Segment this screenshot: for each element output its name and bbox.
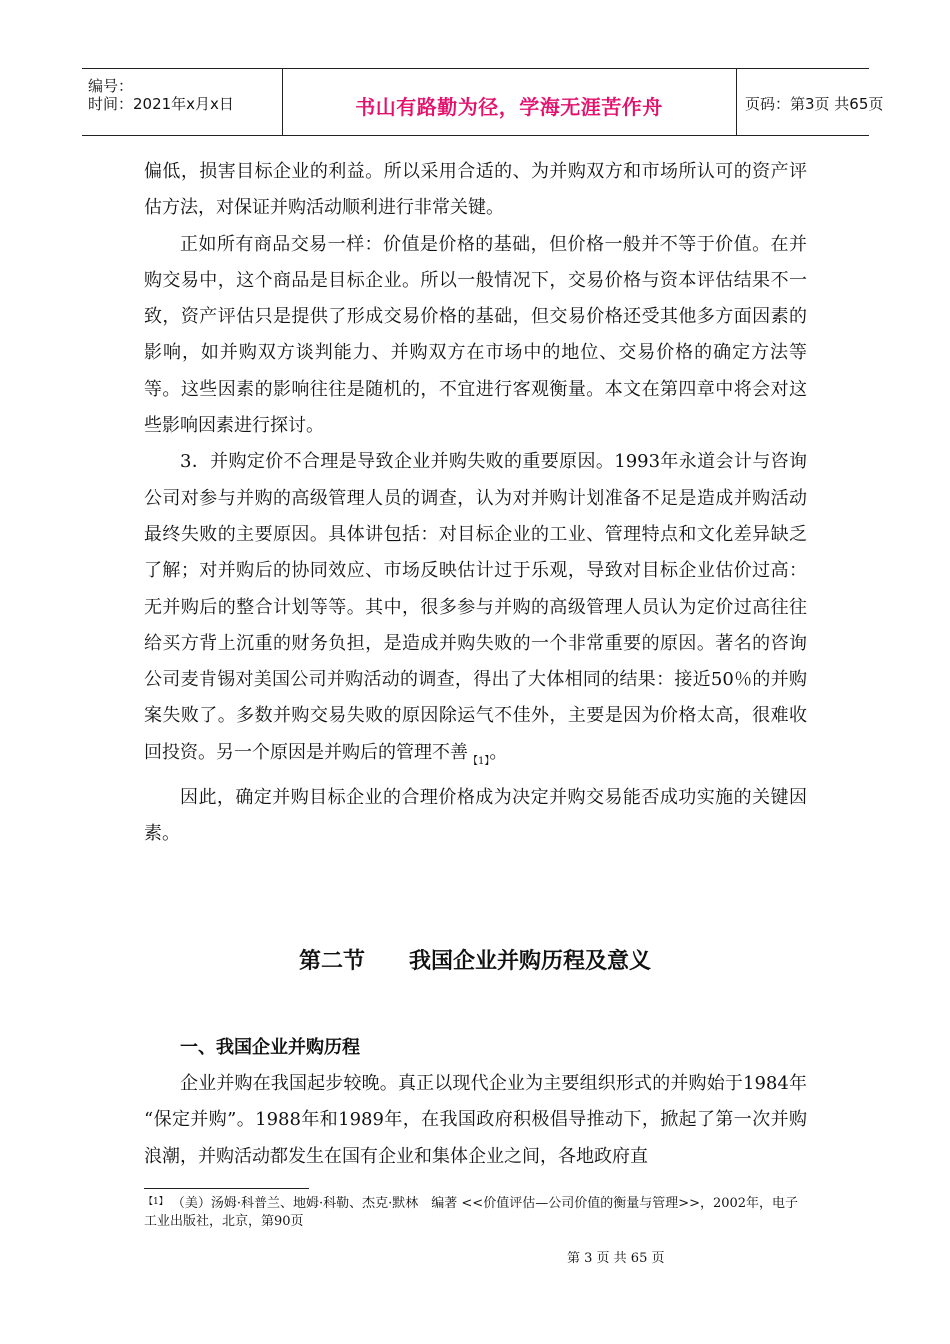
paragraph-end: 。 <box>489 741 508 763</box>
paragraph: 偏低，损害目标企业的利益。所以采用合适的、为并购双方和市场所认可的资产评估方法，对保证并购活动顺利进行非常关键。 <box>144 161 807 219</box>
footnote-divider <box>144 1188 309 1189</box>
section-title: 我国企业并购历程及意义 <box>409 949 652 974</box>
header-page-cell <box>737 69 884 135</box>
header-motto-cell <box>282 69 737 135</box>
body-text-2 <box>144 1066 807 1175</box>
paragraph: 企业并购在我国起步较晚。真正以现代企业为主要组织形式的并购始于1984年 “保定并购”。1988年和1989年，在我国政府积极倡导推动下，掀起了第一次并购浪潮，并购活动都发生在国有企业和集体企业之间，各地政府直 <box>144 1073 807 1167</box>
section-heading <box>0 944 950 975</box>
footnote <box>144 1193 807 1231</box>
date-label: 时间：2021年x月x日 <box>88 95 234 113</box>
body-text <box>144 154 807 853</box>
number-label: 编号： <box>88 77 134 95</box>
footnote-text: （美）汤姆·科普兰、地姆·科勒、杰克·默林 编著 <<价值评估—公司价值的衡量与管理>>，2002年，电子工业出版社，北京，第90页 <box>144 1196 799 1229</box>
paragraph: 正如所有商品交易一样：价值是价格的基础，但价格一般并不等于价值。在并购交易中，这个商品是目标企业。所以一般情况下，交易价格与资本评估结果不一致，资产评估只是提供了形成交易价格的基础，但交易价格还受其他多方面因素的影响，如并购双方谈判能力、并购双方在市场中的地位、交易价格的确定方法等等。这些因素的影响往往是随机的，不宜进行客观衡量。本文在第四章中将会对这些影响因素进行探讨。 <box>144 233 807 437</box>
paragraph: 因此，确定并购目标企业的合理价格成为决定并购交易能否成功实施的关键因素。 <box>144 787 807 845</box>
footnote-mark: 【1】 <box>144 1197 168 1207</box>
header-info-cell <box>82 69 283 135</box>
paragraph-text: 3．并购定价不合理是导致企业并购失败的重要原因。1993年永道会计与咨询公司对参与并购的高级管理人员的调查，认为对并购计划准备不足是造成并购活动最终失败的主要原因。具体讲包括：对目标企业的工业、管理特点和文化差异缺乏了解；对并购后的协同效应、市场反映估计过于乐观，导致对目标企业估价过高：无并购后的整合计划等等。其中，很多参与并购的高级管理人员认为定价过高往往给买方背上沉重的财务负担，是造成并购失败的一个非常重要的原因。著名的咨询公司麦肯锡对美国公司并购活动的调查，得出了大体相同的结果：接近50％的并购案失败了。多数并购交易失败的原因除运气不佳外，主要是因为价格太高，很难收回投资。另一个原因是并购后的管理不善 <box>144 451 807 763</box>
page-footer: 第 3 页 共 65 页 <box>567 1251 665 1266</box>
section-number: 第二节 <box>298 949 365 974</box>
paragraph <box>144 444 807 780</box>
subsection-heading: 一、我国企业并购历程 <box>180 1037 360 1058</box>
footnote-reference: 【1】 <box>468 755 490 767</box>
motto: 书山有路勤为径，学海无涯苦作舟 <box>355 95 663 119</box>
page-label: 页码：第3页 共65页 <box>745 95 884 113</box>
header-table <box>82 68 884 136</box>
